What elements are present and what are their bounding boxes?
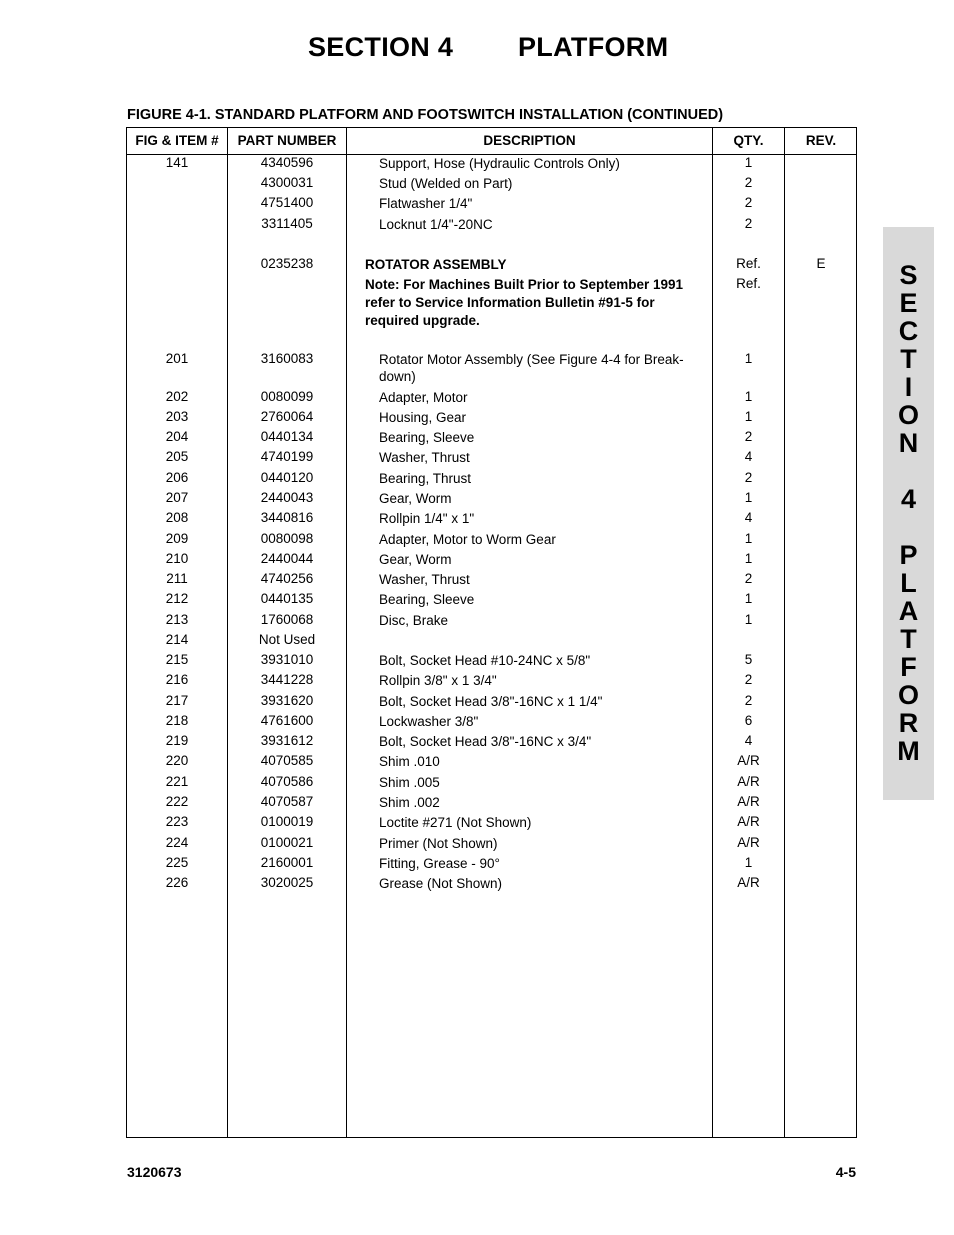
quantity-cell: 1 xyxy=(744,409,753,424)
part-number-cell: 1760068 xyxy=(260,612,314,627)
quantity-cell: 2 xyxy=(744,693,753,708)
item-number-cell: 204 xyxy=(165,429,189,444)
item-number-cell: 212 xyxy=(165,591,189,606)
item-number-cell: 205 xyxy=(165,449,189,464)
part-number-cell: 2440043 xyxy=(260,490,314,505)
description-cell: Disc, Brake xyxy=(379,613,449,628)
quantity-cell: 2 xyxy=(744,672,753,687)
description-cell: Rollpin 1/4" x 1" xyxy=(379,511,475,526)
part-number-cell: 0080099 xyxy=(260,389,314,404)
description-cell: Stud (Welded on Part) xyxy=(379,176,513,191)
part-number-cell: 4740256 xyxy=(260,571,314,586)
column-divider xyxy=(784,128,785,1137)
part-number-cell: 4070585 xyxy=(260,753,314,768)
part-number-cell: Not Used xyxy=(258,632,316,647)
quantity-cell: 4 xyxy=(744,733,753,748)
item-number-cell: 223 xyxy=(165,814,189,829)
description-cell: Rotator Motor Assembly (See Figure 4-4 for Break-down) xyxy=(379,352,684,384)
description-cell: Locknut 1/4"-20NC xyxy=(379,217,493,232)
item-number-cell: 211 xyxy=(166,571,188,586)
item-number-cell: 221 xyxy=(165,774,189,789)
description-cell: Primer (Not Shown) xyxy=(379,836,498,851)
item-number-cell: 218 xyxy=(165,713,189,728)
column-divider xyxy=(346,128,347,1137)
description-cell: Housing, Gear xyxy=(379,410,467,425)
description-cell: Bearing, Thrust xyxy=(379,471,472,486)
part-number-cell: 4300031 xyxy=(260,175,314,190)
description-cell: Lockwasher 3/8" xyxy=(379,714,479,729)
part-number-cell: 0080098 xyxy=(260,531,314,546)
item-number-cell: 209 xyxy=(165,531,189,546)
section-number: SECTION 4 xyxy=(308,32,454,62)
quantity-cell: 1 xyxy=(744,389,753,404)
item-number-cell: 203 xyxy=(165,409,189,424)
quantity-cell: A/R xyxy=(737,794,760,809)
description-cell: Grease (Not Shown) xyxy=(379,876,503,891)
description-cell: Bolt, Socket Head 3/8"-16NC x 1 1/4" xyxy=(379,694,603,709)
quantity-cell: 1 xyxy=(744,155,753,170)
part-number-cell: 0440135 xyxy=(260,591,314,606)
part-number-cell: 3020025 xyxy=(260,875,314,890)
part-number-cell: 2760064 xyxy=(260,409,314,424)
header-rev: REV. xyxy=(805,133,837,148)
quantity-cell: 1 xyxy=(744,612,753,627)
item-number-cell: 208 xyxy=(165,510,189,525)
quantity-cell: 2 xyxy=(744,429,753,444)
item-number-cell: 222 xyxy=(165,794,189,809)
item-number-cell: 206 xyxy=(165,470,189,485)
quantity-cell: A/R xyxy=(737,835,760,850)
section-side-tab xyxy=(883,227,934,800)
quantity-cell: A/R xyxy=(737,814,760,829)
description-cell: Bearing, Sleeve xyxy=(379,430,475,445)
description-cell: Washer, Thrust xyxy=(379,572,470,587)
quantity-cell: 1 xyxy=(744,855,753,870)
description-cell: Flatwasher 1/4" xyxy=(379,196,473,211)
item-number-cell: 217 xyxy=(165,693,189,708)
description-cell: Rollpin 3/8" x 1 3/4" xyxy=(379,673,497,688)
part-number-cell: 2440044 xyxy=(260,551,314,566)
description-cell: Adapter, Motor to Worm Gear xyxy=(379,532,556,547)
description-cell: Shim .002 xyxy=(379,795,440,810)
part-number-cell: 4070587 xyxy=(260,794,314,809)
item-number-cell: 226 xyxy=(165,875,189,890)
part-number-cell: 3441228 xyxy=(260,672,314,687)
part-number-cell: 0100021 xyxy=(260,835,314,850)
quantity-cell: 6 xyxy=(744,713,753,728)
item-number-cell: 201 xyxy=(165,351,189,366)
part-number-cell: 4340596 xyxy=(260,155,314,170)
description-cell: Note: For Machines Built Prior to September 1991 refer to Service Information Bulletin #91-5 for required upgrade. xyxy=(365,277,684,328)
header-qty: QTY. xyxy=(733,133,764,148)
quantity-cell: A/R xyxy=(737,875,760,890)
quantity-cell: 1 xyxy=(744,531,753,546)
quantity-cell: Ref. xyxy=(736,256,761,271)
quantity-cell: 1 xyxy=(744,490,753,505)
quantity-cell: Ref. xyxy=(736,276,761,291)
item-number-cell: 141 xyxy=(165,155,189,170)
description-cell: Support, Hose (Hydraulic Controls Only) xyxy=(379,156,620,171)
item-number-cell: 215 xyxy=(165,652,189,667)
part-number-cell: 3160083 xyxy=(260,351,314,366)
description-cell: Gear, Worm xyxy=(379,552,452,567)
part-number-cell: 4070586 xyxy=(260,774,314,789)
item-number-cell: 224 xyxy=(165,835,189,850)
part-number-cell: 4740199 xyxy=(260,449,314,464)
description-cell: Fitting, Grease - 90° xyxy=(379,856,500,871)
description-cell: Shim .005 xyxy=(379,775,440,790)
description-cell: Gear, Worm xyxy=(379,491,452,506)
part-number-cell: 2160001 xyxy=(260,855,314,870)
part-number-cell: 0440120 xyxy=(260,470,314,485)
side-tab-text: S E C T I O N 4 P L A T F O R M xyxy=(897,260,920,766)
description-cell: Bolt, Socket Head 3/8"-16NC x 3/4" xyxy=(379,734,592,749)
quantity-cell: 1 xyxy=(744,551,753,566)
item-number-cell: 207 xyxy=(165,490,189,505)
item-number-cell: 202 xyxy=(165,389,189,404)
parts-table xyxy=(126,127,857,1138)
quantity-cell: 1 xyxy=(744,351,753,366)
page-number: 4-5 xyxy=(835,1164,856,1180)
item-number-cell: 210 xyxy=(165,551,189,566)
quantity-cell: 1 xyxy=(744,591,753,606)
description-cell: Shim .010 xyxy=(379,754,440,769)
quantity-cell: 4 xyxy=(744,510,753,525)
quantity-cell: 2 xyxy=(744,571,753,586)
description-cell: Washer, Thrust xyxy=(379,450,470,465)
item-number-cell: 214 xyxy=(165,632,189,647)
description-cell: ROTATOR ASSEMBLY xyxy=(365,257,507,272)
item-number-cell: 220 xyxy=(165,753,189,768)
quantity-cell: 4 xyxy=(744,449,753,464)
quantity-cell: 2 xyxy=(744,195,753,210)
item-number-cell: 216 xyxy=(165,672,189,687)
quantity-cell: 2 xyxy=(744,175,753,190)
part-number-cell: 4751400 xyxy=(260,195,314,210)
figure-caption: FIGURE 4-1. STANDARD PLATFORM AND FOOTSWITCH INSTALLATION (CONTINUED) xyxy=(127,107,724,123)
part-number-cell: 3311405 xyxy=(261,216,313,231)
revision-cell: E xyxy=(816,256,826,271)
quantity-cell: 2 xyxy=(744,470,753,485)
part-number-cell: 3931620 xyxy=(260,693,314,708)
part-number-cell: 3440816 xyxy=(260,510,314,525)
header-item: FIG & ITEM # xyxy=(135,133,219,148)
description-cell: Bearing, Sleeve xyxy=(379,592,475,607)
quantity-cell: A/R xyxy=(737,774,760,789)
part-number-cell: 0235238 xyxy=(260,256,314,271)
part-number-cell: 0100019 xyxy=(260,814,314,829)
section-title: PLATFORM xyxy=(518,32,669,62)
part-number-cell: 3931612 xyxy=(260,733,314,748)
quantity-cell: A/R xyxy=(737,753,760,768)
description-cell: Loctite #271 (Not Shown) xyxy=(379,815,532,830)
part-number-cell: 4761600 xyxy=(260,713,314,728)
document-number: 3120673 xyxy=(127,1164,182,1180)
item-number-cell: 213 xyxy=(165,612,189,627)
part-number-cell: 0440134 xyxy=(260,429,314,444)
header-part-number: PART NUMBER xyxy=(237,133,337,148)
item-number-cell: 219 xyxy=(165,733,189,748)
part-number-cell: 3931010 xyxy=(260,652,314,667)
quantity-cell: 2 xyxy=(744,216,753,231)
description-cell: Adapter, Motor xyxy=(379,390,468,405)
header-description: DESCRIPTION xyxy=(483,133,576,148)
description-cell: Bolt, Socket Head #10-24NC x 5/8" xyxy=(379,653,591,668)
item-number-cell: 225 xyxy=(165,855,189,870)
quantity-cell: 5 xyxy=(744,652,753,667)
